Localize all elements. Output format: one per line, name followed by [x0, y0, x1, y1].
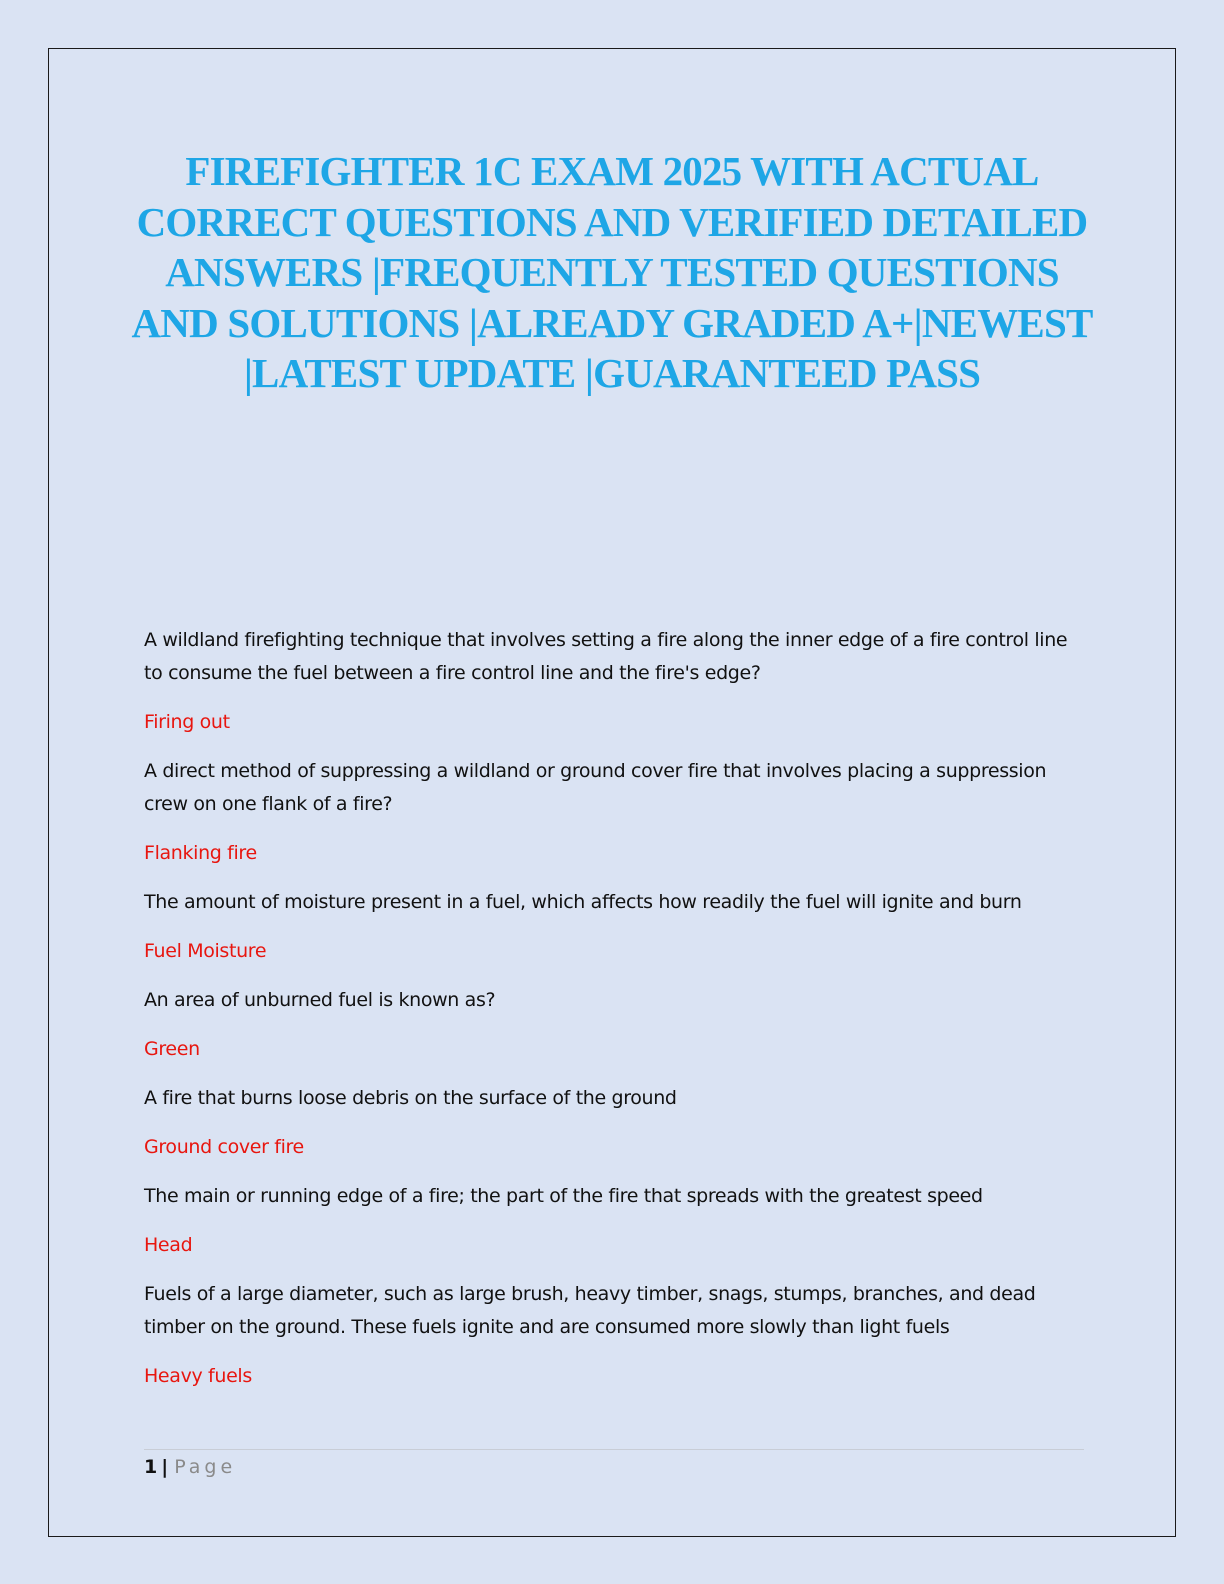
qa-item: [144, 1278, 1084, 1393]
answer-text: Ground cover fire: [144, 1136, 304, 1158]
answer-text: Firing out: [144, 711, 230, 733]
qa-item: [144, 886, 1084, 968]
qa-item: [144, 1082, 1084, 1164]
page-separator: |: [161, 1456, 169, 1478]
question-text: A wildland firefighting technique that involves setting a fire along the inner edge of a fire control line to consume the fuel between a fire control line and the fire's edge?: [144, 629, 1068, 684]
answer-text: Heavy fuels: [144, 1365, 252, 1387]
document-title: FIREFIGHTER 1C EXAM 2025 WITH ACTUAL CORRECT QUESTIONS AND VERIFIED DETAILED ANSWERS |FREQUENTLY TESTED QUESTIONS AND SOLUTIONS |ALREADY GRADED A+|NEWEST |LATEST UPDATE |GUARANTEED PASS: [131, 148, 1093, 396]
page-number: 1: [144, 1456, 158, 1478]
qa-item: [144, 984, 1084, 1066]
qa-item: [144, 624, 1084, 739]
page-footer: [144, 1450, 1084, 1480]
question-text: The main or running edge of a fire; the part of the fire that spreads with the greatest speed: [144, 1185, 983, 1207]
answer-text: Green: [144, 1038, 200, 1060]
answer-text: Fuel Moisture: [144, 940, 267, 962]
question-text: Fuels of a large diameter, such as large brush, heavy timber, snags, stumps, branches, and dead timber on the ground. These fuels ignite and are consumed more slowly than light fuels: [144, 1283, 1036, 1338]
qa-list: [144, 624, 1084, 1409]
question-text: An area of unburned fuel is known as?: [144, 989, 496, 1011]
question-text: A direct method of suppressing a wildland or ground cover fire that involves placing a suppression crew on one flank of a fire?: [144, 760, 1047, 815]
page-label: Page: [174, 1456, 237, 1478]
qa-item: [144, 755, 1084, 870]
footer-divider: [144, 1449, 1084, 1450]
answer-text: Head: [144, 1234, 193, 1256]
page-indicator: [144, 1454, 236, 1480]
answer-text: Flanking fire: [144, 842, 257, 864]
question-text: The amount of moisture present in a fuel, which affects how readily the fuel will ignite and burn: [144, 891, 1022, 913]
qa-item: [144, 1180, 1084, 1262]
question-text: A fire that burns loose debris on the surface of the ground: [144, 1087, 677, 1109]
